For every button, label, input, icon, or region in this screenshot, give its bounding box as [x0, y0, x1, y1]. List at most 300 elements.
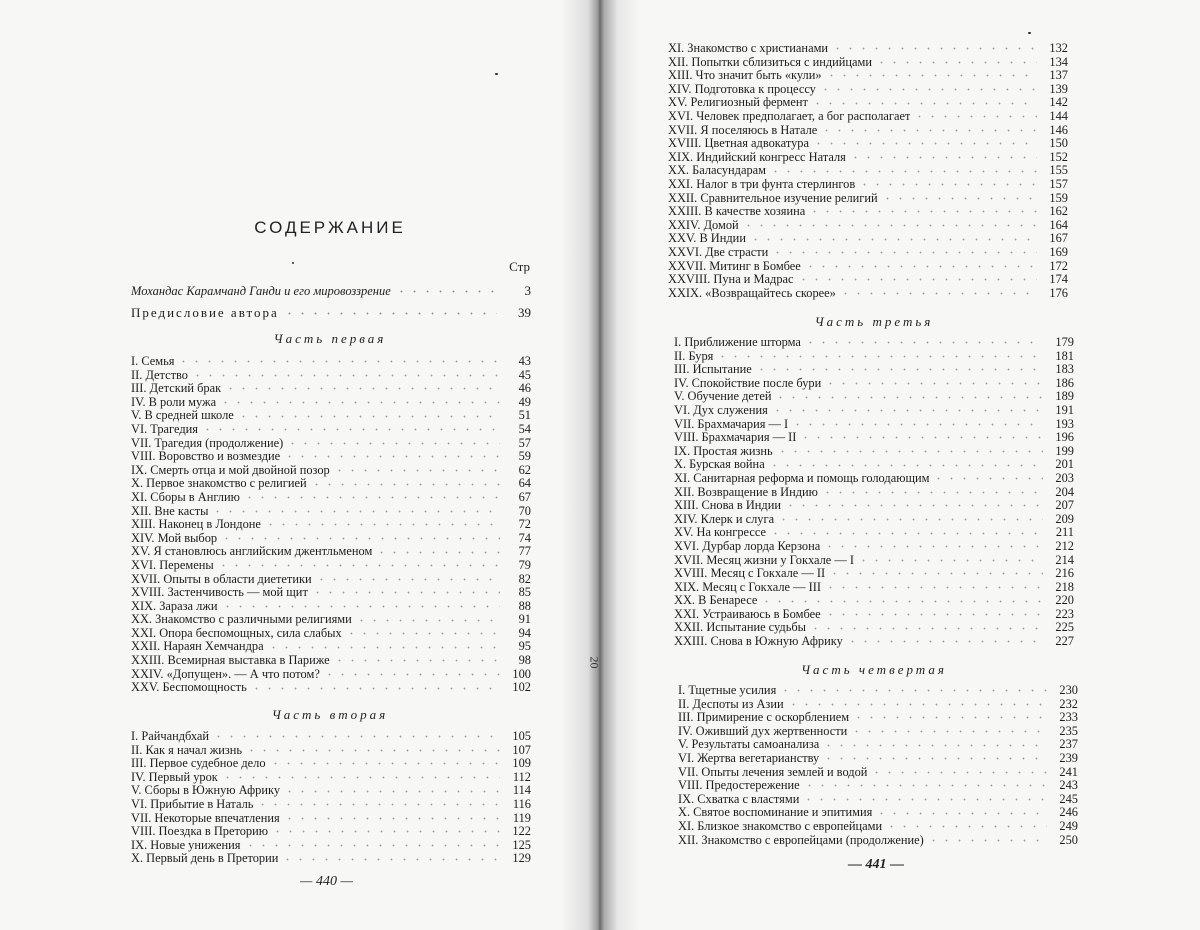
entry-page: 201: [1055, 458, 1074, 472]
entry-title: XI. Санитарная реформа и помощь голодающим: [674, 471, 930, 485]
part-two-title: Часть вторая: [271, 707, 389, 722]
toc-entry: [674, 526, 1074, 540]
toc-entry: [131, 518, 531, 532]
dot-leader: [839, 289, 1037, 298]
toc-entry: [668, 178, 1068, 192]
entry-page: 186: [1055, 376, 1074, 390]
dot-leader: [220, 534, 500, 543]
entry-title: IV. В роли мужа: [131, 395, 217, 409]
dot-leader: [824, 610, 1043, 619]
entry-page: 119: [512, 811, 531, 825]
entry-title: X. Святое воспоминание и эпитимия: [678, 806, 873, 820]
dot-leader: [271, 827, 500, 836]
toc-entry: [131, 784, 531, 798]
dot-leader: [804, 262, 1037, 271]
dot-leader: [769, 529, 1043, 538]
entry-title: X. Бурская война: [674, 458, 765, 472]
entry-title: II. Буря: [674, 349, 714, 363]
toc-entry: [668, 110, 1068, 124]
toc-entry: [678, 806, 1078, 820]
toc-entry: [131, 369, 531, 383]
dot-leader: [821, 488, 1043, 497]
toc-entry: [674, 377, 1074, 391]
entry-page: 152: [1049, 150, 1068, 164]
entry-page: 91: [518, 613, 531, 627]
entry-title: XVII. Месяц жизни у Гокхале — I: [674, 553, 854, 567]
entry-page: 246: [1059, 806, 1078, 820]
entry-page: 54: [518, 422, 531, 436]
entry-title: XII. Попытки сблизиться с индийцами: [668, 55, 873, 69]
dot-leader: [323, 670, 500, 679]
entry-page: 116: [512, 797, 531, 811]
toc-title: СОДЕРЖАНИЕ: [254, 218, 406, 237]
entry-page: 79: [518, 558, 531, 572]
entry-page: 105: [512, 730, 531, 743]
part-four-list: [678, 684, 1078, 847]
entry-page: 112: [512, 770, 531, 784]
entry-page: 150: [1049, 137, 1068, 151]
dot-leader: [355, 616, 500, 625]
toc-entry: [674, 418, 1074, 432]
toc-entry: [678, 711, 1078, 725]
dot-leader: [849, 153, 1037, 162]
part-three-title: Часть третья: [814, 314, 934, 329]
dot-leader: [201, 425, 500, 434]
entry-title: XX. В Бенаресе: [674, 594, 758, 608]
page-number-left: — 440 —: [300, 874, 353, 889]
entry-title: XXI. Устраиваюсь в Бомбее: [674, 607, 821, 621]
entry-title: XIX. Зараза лжи: [131, 599, 218, 613]
toc-entry: [131, 771, 531, 785]
entry-page: 196: [1055, 431, 1074, 445]
dot-leader: [286, 439, 500, 448]
toc-entry: [131, 396, 531, 410]
toc-entry: [131, 491, 531, 505]
dot-leader: [771, 406, 1043, 415]
page-number-right: — 441 —: [848, 857, 904, 872]
entry-title: VI. Жертва вегетарианству: [678, 751, 820, 765]
toc-entry: [678, 779, 1078, 793]
entry-page: 155: [1049, 164, 1068, 178]
entry-page: 172: [1049, 259, 1068, 273]
entry-page: 146: [1049, 123, 1068, 137]
entry-title: I. Приближение шторма: [674, 336, 801, 349]
entry-title: XXV. Беспомощность: [131, 681, 247, 695]
entry-page: 239: [1059, 751, 1078, 765]
entry-page: 249: [1059, 819, 1078, 833]
entry-title: I. Райчандбхай: [131, 730, 210, 743]
entry-page: 203: [1055, 471, 1074, 485]
dot-leader: [760, 597, 1043, 606]
entry-page: 85: [518, 586, 531, 600]
toc-entry: [131, 532, 531, 546]
entry-title: XV. Религиозный фермент: [668, 96, 808, 110]
dot-leader: [269, 759, 500, 768]
entry-title: III. Детский брак: [131, 382, 222, 396]
toc-entry: [668, 83, 1068, 97]
entry-page: 67: [518, 490, 531, 504]
entry-title: XXIII. Снова в Южную Африку: [674, 635, 843, 649]
entry-page: 179: [1055, 336, 1074, 349]
dot-leader: [742, 221, 1037, 230]
toc-entry: [668, 287, 1068, 301]
entry-page: 245: [1059, 792, 1078, 806]
dot-leader: [221, 773, 500, 782]
entry-title: IV. Первый урок: [131, 770, 218, 784]
entry-page: 212: [1055, 539, 1074, 553]
entry-title: VI. Трагедия: [131, 422, 198, 436]
entry-page: 227: [1055, 635, 1074, 649]
entry-title: VII. Опыты лечения землей и водой: [678, 765, 868, 779]
toc-entry: [674, 431, 1074, 445]
dot-leader: [822, 754, 1047, 763]
dot-leader: [250, 684, 500, 693]
entry-page: 122: [512, 825, 531, 839]
entry-page: 209: [1055, 512, 1074, 526]
entry-page: 77: [518, 545, 531, 559]
entry-page: 204: [1055, 485, 1074, 499]
dot-leader: [824, 379, 1043, 388]
entry-title: XIV. Клерк и слуга: [674, 512, 775, 526]
entry-title: VII. Трагедия (продолжение): [131, 436, 284, 450]
dot-leader: [245, 746, 500, 755]
print-speck: [495, 73, 498, 75]
toc-entry: [674, 458, 1074, 472]
dot-leader: [283, 814, 500, 823]
entry-page: 181: [1055, 349, 1074, 363]
entry-page: 214: [1055, 553, 1074, 567]
entry-title: XI. Близкое знакомство с европейцами: [678, 819, 883, 833]
toc-entry: [674, 472, 1074, 486]
entry-page: 72: [518, 518, 531, 532]
entry-page: 70: [518, 504, 531, 518]
dot-leader: [771, 248, 1037, 257]
dot-leader: [885, 822, 1047, 831]
toc-entry: [674, 445, 1074, 459]
entry-page: 134: [1049, 55, 1068, 69]
dot-leader: [791, 420, 1043, 429]
entry-title: Предисловие автора: [131, 305, 279, 320]
entry-page: 43: [518, 355, 531, 368]
entry-title: VIII. Воровство и возмездие: [131, 450, 281, 464]
dot-leader: [779, 686, 1047, 695]
dot-leader: [787, 700, 1047, 709]
entry-title: XII. Знакомство с европейцами (продолжение): [678, 833, 924, 847]
entry-title: XXV. В Индии: [668, 232, 746, 246]
toc-entry: [678, 725, 1078, 739]
entry-page: 193: [1055, 417, 1074, 431]
dot-leader: [875, 809, 1047, 818]
entry-page: 237: [1059, 738, 1078, 752]
dot-leader: [803, 781, 1047, 790]
entry-page: 162: [1049, 205, 1068, 219]
entry-page: 45: [518, 368, 531, 382]
toc-entry: [668, 164, 1068, 178]
entry-page: 82: [518, 572, 531, 586]
toc-entry: [674, 513, 1074, 527]
entry-page: 142: [1049, 96, 1068, 110]
entry-title: XXVII. Митинг в Бомбее: [668, 259, 801, 273]
toc-entry: [678, 834, 1078, 848]
entry-title: I. Тщетные усилия: [678, 684, 777, 697]
toc-entry: [668, 219, 1068, 233]
dot-leader: [283, 787, 500, 796]
entry-page: 88: [518, 599, 531, 613]
entry-page: 220: [1055, 594, 1074, 608]
entry-page: 211: [1055, 526, 1074, 540]
dot-leader: [310, 480, 500, 489]
entry-page: 235: [1059, 724, 1078, 738]
dot-leader: [375, 548, 500, 557]
entry-page: 102: [512, 681, 531, 695]
toc-entry: [131, 627, 531, 641]
part-two-list-right: [668, 42, 1068, 300]
entry-page: 199: [1055, 444, 1074, 458]
dot-leader: [256, 800, 500, 809]
entry-title: XIII. Что значит быть «кули»: [668, 69, 822, 83]
part-one-list: [131, 355, 531, 695]
toc-entry: [131, 812, 531, 826]
dot-leader: [267, 643, 500, 652]
entry-page: 129: [512, 852, 531, 866]
entry-page: 139: [1049, 82, 1068, 96]
dot-leader: [395, 287, 497, 296]
gutter-mark: 20: [587, 656, 602, 669]
entry-title: X. Первое знакомство с религией: [131, 477, 307, 491]
dot-leader: [777, 515, 1043, 524]
toc-entry: [674, 499, 1074, 513]
toc-entry: [131, 450, 531, 464]
entry-title: VIII. Предостережение: [678, 779, 800, 793]
dot-leader: [217, 561, 500, 570]
entry-title: VIII. Брахмачария — II: [674, 431, 797, 445]
entry-title: V. Результаты самоанализа: [678, 738, 820, 752]
entry-page: 132: [1049, 42, 1068, 55]
dot-leader: [769, 167, 1037, 176]
dot-leader: [824, 583, 1043, 592]
toc-entry: [131, 559, 531, 573]
entry-title: VI. Дух служения: [674, 403, 768, 417]
toc-entry: [131, 423, 531, 437]
entry-page: 176: [1049, 286, 1068, 300]
entry-title: XX. Баласундарам: [668, 164, 766, 178]
entry-title: V. В средней школе: [131, 409, 234, 423]
entry-page: 225: [1055, 621, 1074, 635]
dot-leader: [850, 727, 1047, 736]
dot-leader: [852, 713, 1047, 722]
dot-leader: [281, 855, 500, 864]
entry-page: 241: [1059, 765, 1078, 779]
entry-page: 137: [1049, 69, 1068, 83]
entry-title: II. Деспоты из Азии: [678, 697, 784, 711]
entry-title: II. Детство: [131, 368, 188, 382]
entry-title: XXII. Испытание судьбы: [674, 621, 807, 635]
entry-page: 59: [518, 450, 531, 464]
dot-leader: [776, 447, 1043, 456]
dot-leader: [755, 365, 1043, 374]
entry-page: 3: [524, 283, 531, 298]
entry-page: 164: [1049, 218, 1068, 232]
toc-entry: [678, 820, 1078, 834]
toc-entry: [674, 621, 1074, 635]
entry-title: XXVIII. Пуна и Мадрас: [668, 273, 794, 287]
entry-title: XVII. Я поселяюсь в Натале: [668, 123, 818, 137]
toc-entry: [668, 205, 1068, 219]
dot-leader: [870, 768, 1047, 777]
entry-title: XXIII. В качестве хозяина: [668, 205, 806, 219]
dot-leader: [315, 575, 500, 584]
toc-entry: [674, 635, 1074, 649]
print-speck: [292, 262, 294, 264]
part-four-title: Часть четвертая: [801, 662, 947, 677]
toc-entry: [131, 382, 531, 396]
entry-title: IV. Спокойствие после бури: [674, 376, 822, 390]
toc-entry: [131, 437, 531, 451]
entry-title: VI. Прибытие в Наталь: [131, 797, 254, 811]
entry-title: XXII. Нараян Хемчандра: [131, 640, 264, 654]
dot-leader: [244, 841, 500, 850]
toc-entry: [674, 567, 1074, 581]
toc-entry: [131, 681, 531, 695]
entry-title: II. Как я начал жизнь: [131, 743, 243, 757]
dot-leader: [913, 112, 1037, 121]
dot-leader: [221, 602, 501, 611]
print-speck: [1028, 32, 1031, 34]
dot-leader: [858, 180, 1037, 189]
dot-leader: [716, 352, 1043, 361]
toc-entry: [674, 608, 1074, 622]
toc-entry: [131, 302, 531, 324]
dot-leader: [932, 474, 1043, 483]
part-three-list: [674, 336, 1074, 649]
entry-page: 159: [1049, 191, 1068, 205]
entry-title: XVI. Дурбар лорда Керзона: [674, 539, 821, 553]
dot-leader: [828, 569, 1043, 578]
entry-title: VII. Некоторые впечатления: [131, 811, 280, 825]
toc-entry: [131, 477, 531, 491]
toc-entry: [678, 738, 1078, 752]
entry-title: XVIII. Цветная адвокатура: [668, 137, 809, 151]
toc-entry: [131, 280, 531, 302]
entry-title: XVIII. Застенчивость — мой щит: [131, 586, 308, 600]
entry-title: V. Сборы в Южную Африку: [131, 784, 281, 798]
dot-leader: [333, 656, 500, 665]
entry-title: VIII. Поездка в Преторию: [131, 825, 268, 839]
toc-entry: [668, 96, 1068, 110]
entry-page: 107: [512, 743, 531, 757]
entry-page: 232: [1059, 697, 1078, 711]
toc-entry: [131, 545, 531, 559]
page-column-label: Стр: [509, 259, 530, 274]
toc-entry: [668, 137, 1068, 151]
entry-title: V. Обучение детей: [674, 390, 772, 404]
front-matter-list: [131, 280, 531, 324]
toc-entry: [674, 350, 1074, 364]
dot-leader: [825, 71, 1037, 80]
dot-leader: [802, 795, 1047, 804]
dot-leader: [177, 357, 500, 366]
toc-entry: [668, 69, 1068, 83]
toc-entry: [668, 124, 1068, 138]
dot-leader: [311, 588, 500, 597]
entry-title: XI. Знакомство с христианами: [668, 42, 829, 55]
entry-title: Мохандас Карамчанд Ганди и его мировоззрение: [131, 284, 391, 298]
toc-entry: [131, 586, 531, 600]
toc-entry: [131, 654, 531, 668]
dot-leader: [224, 384, 500, 393]
entry-page: 62: [518, 463, 531, 477]
entry-title: XXI. Налог в три фунта стерлингов: [668, 177, 856, 191]
entry-page: 57: [518, 436, 531, 450]
entry-page: 191: [1055, 403, 1074, 417]
entry-page: 144: [1049, 109, 1068, 123]
toc-entry: [668, 273, 1068, 287]
toc-entry: [678, 766, 1078, 780]
dot-leader: [808, 207, 1037, 216]
toc-entry: [131, 505, 531, 519]
entry-title: XXIV. «Допущен». — А что потом?: [131, 667, 320, 681]
toc-entry: [131, 613, 531, 627]
entry-title: XIV. Подготовка к процессу: [668, 82, 816, 96]
entry-title: X. Первый день в Претории: [131, 852, 279, 866]
dot-leader: [811, 99, 1037, 108]
entry-page: 125: [512, 838, 531, 852]
entry-page: 243: [1059, 779, 1078, 793]
entry-page: 250: [1059, 833, 1078, 847]
entry-page: 109: [512, 757, 531, 771]
toc-entry: [131, 825, 531, 839]
dot-leader: [191, 371, 500, 380]
toc-entry: [674, 554, 1074, 568]
entry-title: III. Испытание: [674, 363, 752, 377]
toc-entry: [674, 540, 1074, 554]
entry-title: XXI. Опора беспомощных, сила слабых: [131, 626, 342, 640]
entry-title: XXVI. Две страсти: [668, 245, 769, 259]
toc-entry: [674, 336, 1074, 350]
dot-leader: [822, 741, 1047, 750]
toc-entry: [674, 404, 1074, 418]
entry-page: 49: [518, 395, 531, 409]
toc-entry: [668, 56, 1068, 70]
entry-title: IV. Оживший дух жертвенности: [678, 724, 848, 738]
toc-entry: [678, 752, 1078, 766]
toc-entry: [131, 573, 531, 587]
entry-page: 114: [512, 784, 531, 798]
dot-leader: [211, 507, 500, 516]
entry-title: XVII. Опыты в области диететики: [131, 572, 312, 586]
toc-entry: [678, 698, 1078, 712]
dot-leader: [846, 637, 1043, 646]
entry-page: 157: [1049, 177, 1068, 191]
entry-title: XXII. Сравнительное изучение религий: [668, 191, 878, 205]
entry-page: 167: [1049, 232, 1068, 246]
entry-page: 39: [518, 305, 531, 320]
dot-leader: [283, 309, 497, 318]
entry-title: XXIX. «Возвращайтесь скорее»: [668, 286, 836, 300]
entry-title: III. Первое судебное дело: [131, 757, 266, 771]
entry-title: I. Семья: [131, 355, 175, 368]
entry-page: 169: [1049, 245, 1068, 259]
dot-leader: [875, 58, 1037, 67]
toc-entry: [131, 730, 531, 744]
dot-leader: [823, 542, 1043, 551]
dot-leader: [804, 338, 1043, 347]
toc-entry: [131, 409, 531, 423]
entry-title: XV. На конгрессе: [674, 526, 766, 540]
toc-entry: [674, 581, 1074, 595]
dot-leader: [819, 85, 1037, 94]
entry-page: 74: [518, 531, 531, 545]
